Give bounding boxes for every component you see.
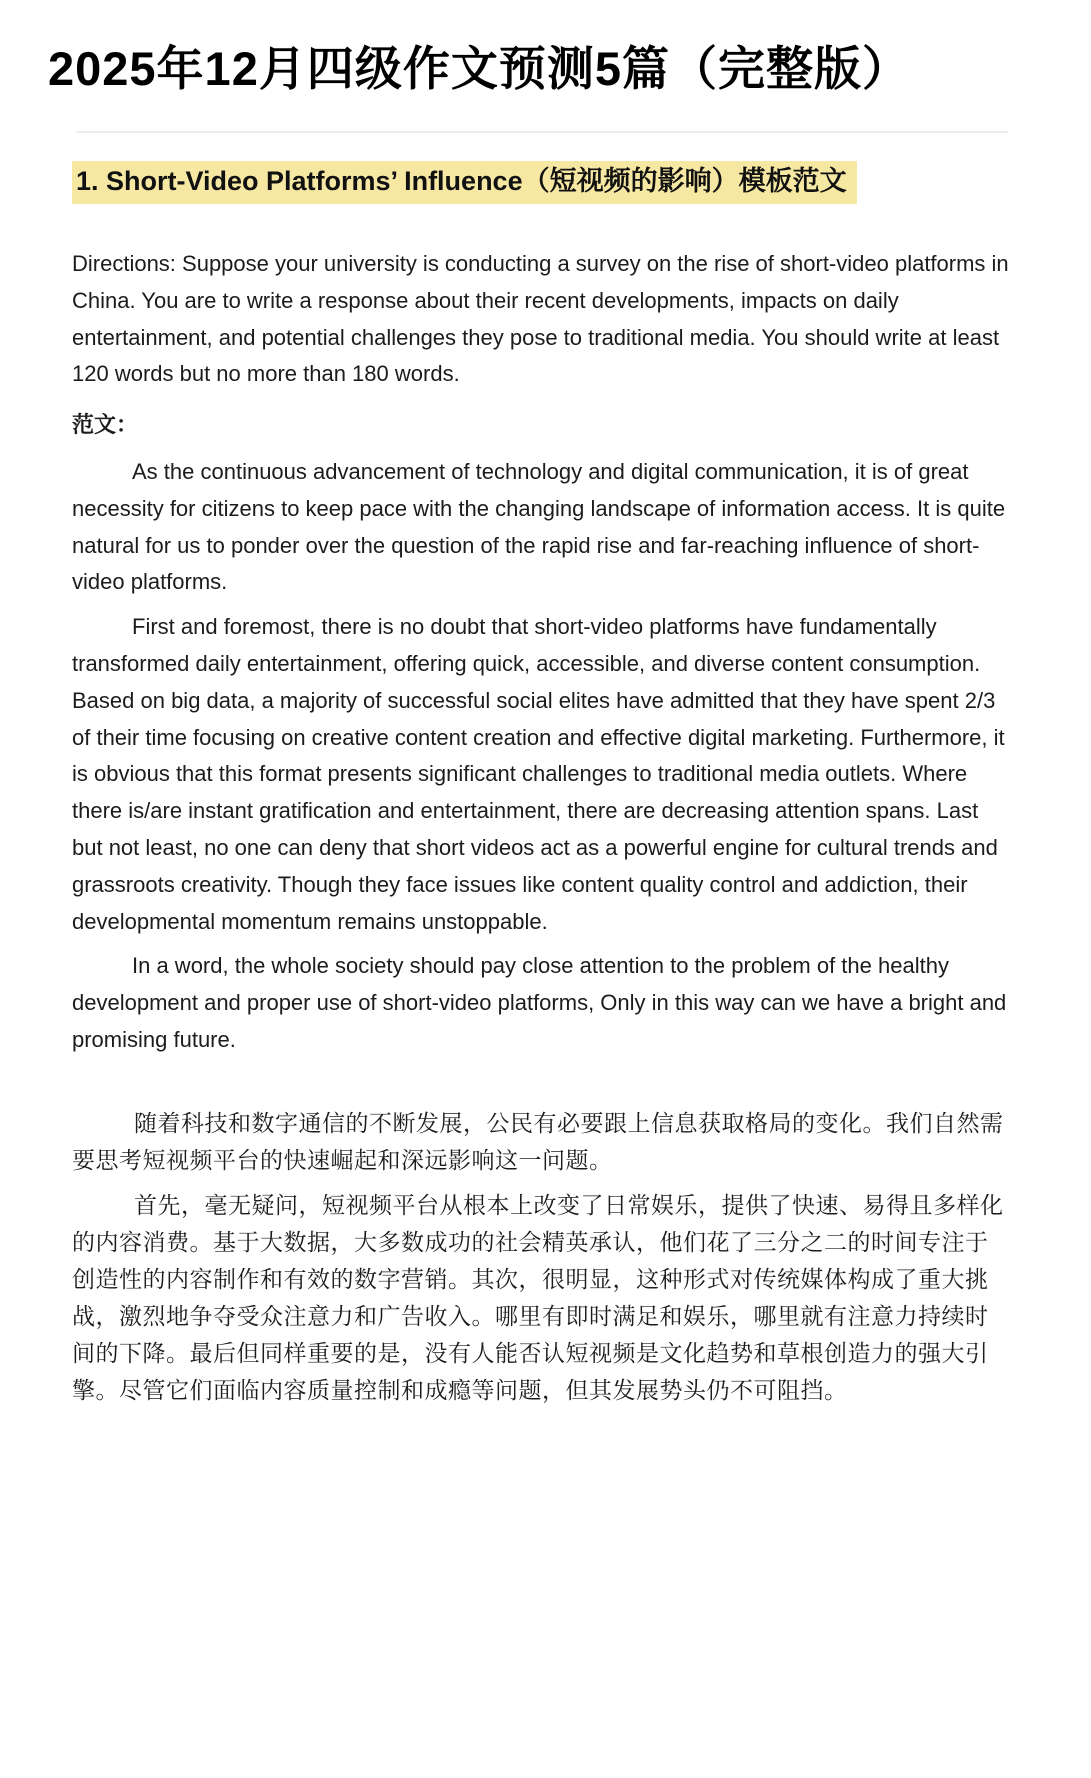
essay-paragraph-en-1: As the continuous advancement of technology and digital communication, it is of great necessity for citizens to keep pace with the changing landscape of information access. It is quite natural for us to ponder over the question of the rapid rise and far-reaching influence of short-video platforms. — [72, 459, 1006, 595]
section-heading-row — [72, 161, 1011, 204]
directions-paragraph: Directions: Suppose your university is conducting a survey on the rise of short-video platforms in China. You are to write a response about their recent developments, impacts on daily entertainment, and potential challenges they pose to traditional media. You should write at least 120 words but no more than 180 words. — [72, 251, 1009, 387]
sample-essay-label: 范文： — [72, 412, 139, 438]
translation-paragraph-zh-1: 随着科技和数字通信的不断发展，公民有必要跟上信息获取格局的变化。我们自然需要思考短视频平台的快速崛起和深远影响这一问题。 — [72, 1109, 1004, 1173]
section-heading: 1. Short-Video Platforms’ Influence（短视频的影响）模板范文 — [72, 161, 857, 204]
essay-paragraph-en-2: First and foremost, there is no doubt that short-video platforms have fundamentally transformed daily entertainment, offering quick, accessible, and diverse content consumption. Based on big data, a majority of successful social elites have admitted that they have spent 2/3 of their time focusing on creative content creation and effective digital marketing. Furthermore, it is obvious that this format presents significant challenges to traditional media outlets. Where there is/are instant gratification and entertainment, there are decreasing attention spans. Last but not least, no one can deny that short videos act as a powerful engine for cultural trends and grassroots creativity. Though they face issues like content quality control and addiction, their developmental momentum remains unstoppable. — [72, 614, 1005, 934]
divider — [76, 131, 1008, 133]
translation-paragraph-zh-2: 首先，毫无疑问，短视频平台从根本上改变了日常娱乐，提供了快速、易得且多样化的内容消费。基于大数据，大多数成功的社会精英承认，他们花了三分之二的时间专注于创造性的内容制作和有效的数字营销。其次，很明显，这种形式对传统媒体构成了重大挑战，激烈地争夺受众注意力和广告收入。哪里有即时满足和娱乐，哪里就有注意力持续时间的下降。最后但同样重要的是，没有人能否认短视频是文化趋势和草根创造力的强大引擎。尽管它们面临内容质量控制和成瘾等问题，但其发展势头仍不可阻挡。 — [72, 1191, 1004, 1403]
essay-paragraph-en-3: In a word, the whole society should pay close attention to the problem of the healthy development and proper use of short-video platforms, Only in this way can we have a bright and promising future. — [72, 953, 1007, 1053]
page-title: 2025年12月四级作文预测5篇（完整版） — [48, 42, 910, 95]
